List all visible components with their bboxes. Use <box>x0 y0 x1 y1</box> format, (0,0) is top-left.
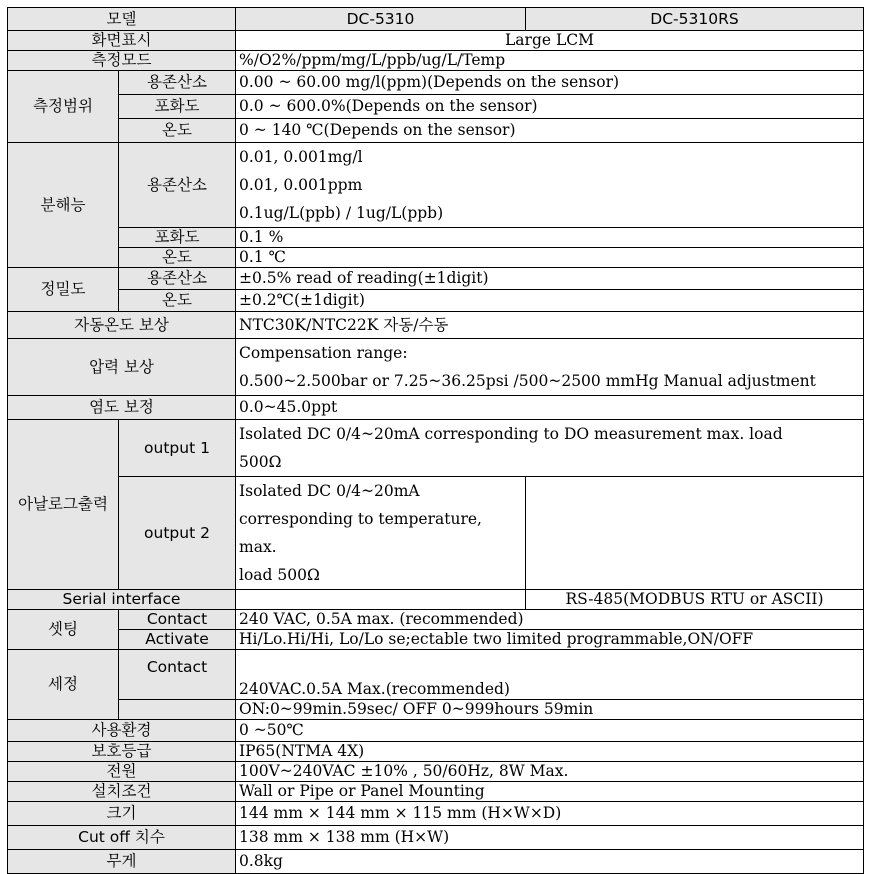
size-label: 크기 <box>8 802 236 826</box>
cleaning-time-sublabel <box>119 700 236 720</box>
cleaning-contact-value: 240VAC.0.5A Max.(recommended) <box>236 650 864 700</box>
range-temp-row <box>8 119 864 143</box>
cutoff-value: 138 mm × 138 mm (H×W) <box>236 826 864 850</box>
display-label: 화면표시 <box>8 31 236 51</box>
resolution-do-line: 0.01, 0.001mg/l <box>239 148 363 166</box>
resolution-do-value <box>236 143 864 228</box>
pressure-comp-row <box>8 339 864 396</box>
resolution-do-line: 0.1ug/L(ppb) / 1ug/L(ppb) <box>239 204 444 222</box>
cleaning-time-value: ON:0~99min.59sec/ OFF 0~999hours 59min <box>236 700 864 720</box>
model-a: DC-5310 <box>236 8 526 31</box>
setting-contact-row <box>8 610 864 630</box>
analog-out2-line: corresponding to temperature, <box>239 510 482 528</box>
protection-row <box>8 742 864 762</box>
model-b: DC-5310RS <box>526 8 864 31</box>
weight-value: 0.8kg <box>236 850 864 874</box>
install-row <box>8 782 864 802</box>
serial-row <box>8 590 864 610</box>
analog-out2-row <box>8 477 864 590</box>
cleaning-contact-row <box>8 650 864 700</box>
salinity-row <box>8 396 864 420</box>
display-value: Large LCM <box>236 31 864 51</box>
range-sat-value: 0.0 ~ 600.0%(Depends on the sensor) <box>236 95 864 119</box>
setting-contact-label: Contact <box>119 610 236 630</box>
pressure-comp-value <box>236 339 864 396</box>
environment-label: 사용환경 <box>8 720 236 742</box>
resolution-sat-row <box>8 228 864 248</box>
accuracy-do-label: 용존산소 <box>119 268 236 290</box>
analog-out1-line: 500Ω <box>239 453 282 471</box>
setting-label: 셋팅 <box>8 610 119 650</box>
analog-out2-value <box>236 477 526 590</box>
serial-value-b: RS-485(MODBUS RTU or ASCII) <box>526 590 864 610</box>
range-do-label: 용존산소 <box>119 71 236 95</box>
range-temp-value: 0 ~ 140 ℃(Depends on the sensor) <box>236 119 864 143</box>
cleaning-label: 세정 <box>8 650 119 720</box>
analog-label: 아날로그출력 <box>8 420 119 590</box>
analog-out2-empty <box>526 477 864 590</box>
temp-comp-label: 자동온도 보상 <box>8 312 236 339</box>
setting-activate-row <box>8 630 864 650</box>
measure-mode-row <box>8 51 864 71</box>
analog-out1-row <box>8 420 864 477</box>
resolution-do-label: 용존산소 <box>119 143 236 228</box>
serial-label: Serial interface <box>8 590 236 610</box>
size-value: 144 mm × 144 mm × 115 mm (H×W×D) <box>236 802 864 826</box>
range-label: 측정범위 <box>8 71 119 143</box>
range-sat-label: 포화도 <box>119 95 236 119</box>
measure-mode-value: %/O2%/ppm/mg/L/ppb/ug/L/Temp <box>236 51 864 71</box>
setting-contact-value: 240 VAC, 0.5A max. (recommended) <box>236 610 864 630</box>
accuracy-label: 정밀도 <box>8 268 119 312</box>
analog-out1-value <box>236 420 864 477</box>
setting-activate-label: Activate <box>119 630 236 650</box>
resolution-sat-value: 0.1 % <box>236 228 864 248</box>
resolution-do-row <box>8 143 864 228</box>
cutoff-label: Cut off 치수 <box>8 826 236 850</box>
header-row <box>8 8 864 31</box>
resolution-temp-row <box>8 248 864 268</box>
spec-table <box>7 7 864 874</box>
analog-out2-line: max. <box>239 538 277 556</box>
model-label: 모델 <box>8 8 236 31</box>
size-row <box>8 802 864 826</box>
install-label: 설치조건 <box>8 782 236 802</box>
accuracy-do-row <box>8 268 864 290</box>
weight-label: 무게 <box>8 850 236 874</box>
accuracy-temp-label: 온도 <box>119 290 236 312</box>
serial-value-a <box>236 590 526 610</box>
protection-value: IP65(NTMA 4X) <box>236 742 864 762</box>
cleaning-contact-label: Contact <box>119 650 236 700</box>
range-sat-row <box>8 95 864 119</box>
resolution-temp-value: 0.1 ℃ <box>236 248 864 268</box>
pressure-comp-line: 0.500~2.500bar or 7.25~36.25psi /500~2500 mmHg Manual adjustment <box>239 372 816 390</box>
salinity-value: 0.0~45.0ppt <box>236 396 864 420</box>
resolution-do-line: 0.01, 0.001ppm <box>239 176 363 194</box>
analog-out2-label: output 2 <box>119 477 236 590</box>
range-temp-label: 온도 <box>119 119 236 143</box>
weight-row <box>8 850 864 874</box>
power-label: 전원 <box>8 762 236 782</box>
analog-out1-label: output 1 <box>119 420 236 477</box>
pressure-comp-label: 압력 보상 <box>8 339 236 396</box>
analog-out1-line: Isolated DC 0/4~20mA corresponding to DO measurement max. load <box>239 425 783 443</box>
power-value: 100V~240VAC ±10% , 50/60Hz, 8W Max. <box>236 762 864 782</box>
accuracy-temp-row <box>8 290 864 312</box>
resolution-label: 분해능 <box>8 143 119 268</box>
resolution-temp-label: 온도 <box>119 248 236 268</box>
measure-mode-label: 측정모드 <box>8 51 236 71</box>
display-row <box>8 31 864 51</box>
analog-out2-line: Isolated DC 0/4~20mA <box>239 482 420 500</box>
temp-comp-value: NTC30K/NTC22K 자동/수동 <box>236 312 864 339</box>
salinity-label: 염도 보정 <box>8 396 236 420</box>
accuracy-do-value: ±0.5% read of reading(±1digit) <box>236 268 864 290</box>
resolution-sat-label: 포화도 <box>119 228 236 248</box>
setting-activate-value: Hi/Lo.Hi/Hi, Lo/Lo se;ectable two limited programmable,ON/OFF <box>236 630 864 650</box>
install-value: Wall or Pipe or Panel Mounting <box>236 782 864 802</box>
pressure-comp-line: Compensation range: <box>239 344 408 362</box>
protection-label: 보호등급 <box>8 742 236 762</box>
temp-comp-row <box>8 312 864 339</box>
environment-value: 0 ~50℃ <box>236 720 864 742</box>
accuracy-temp-value: ±0.2℃(±1digit) <box>236 290 864 312</box>
analog-out2-line: load 500Ω <box>239 566 320 584</box>
power-row <box>8 762 864 782</box>
range-do-value: 0.00 ~ 60.00 mg/l(ppm)(Depends on the sensor) <box>236 71 864 95</box>
range-do-row <box>8 71 864 95</box>
cutoff-row <box>8 826 864 850</box>
environment-row <box>8 720 864 742</box>
cleaning-time-row <box>8 700 864 720</box>
